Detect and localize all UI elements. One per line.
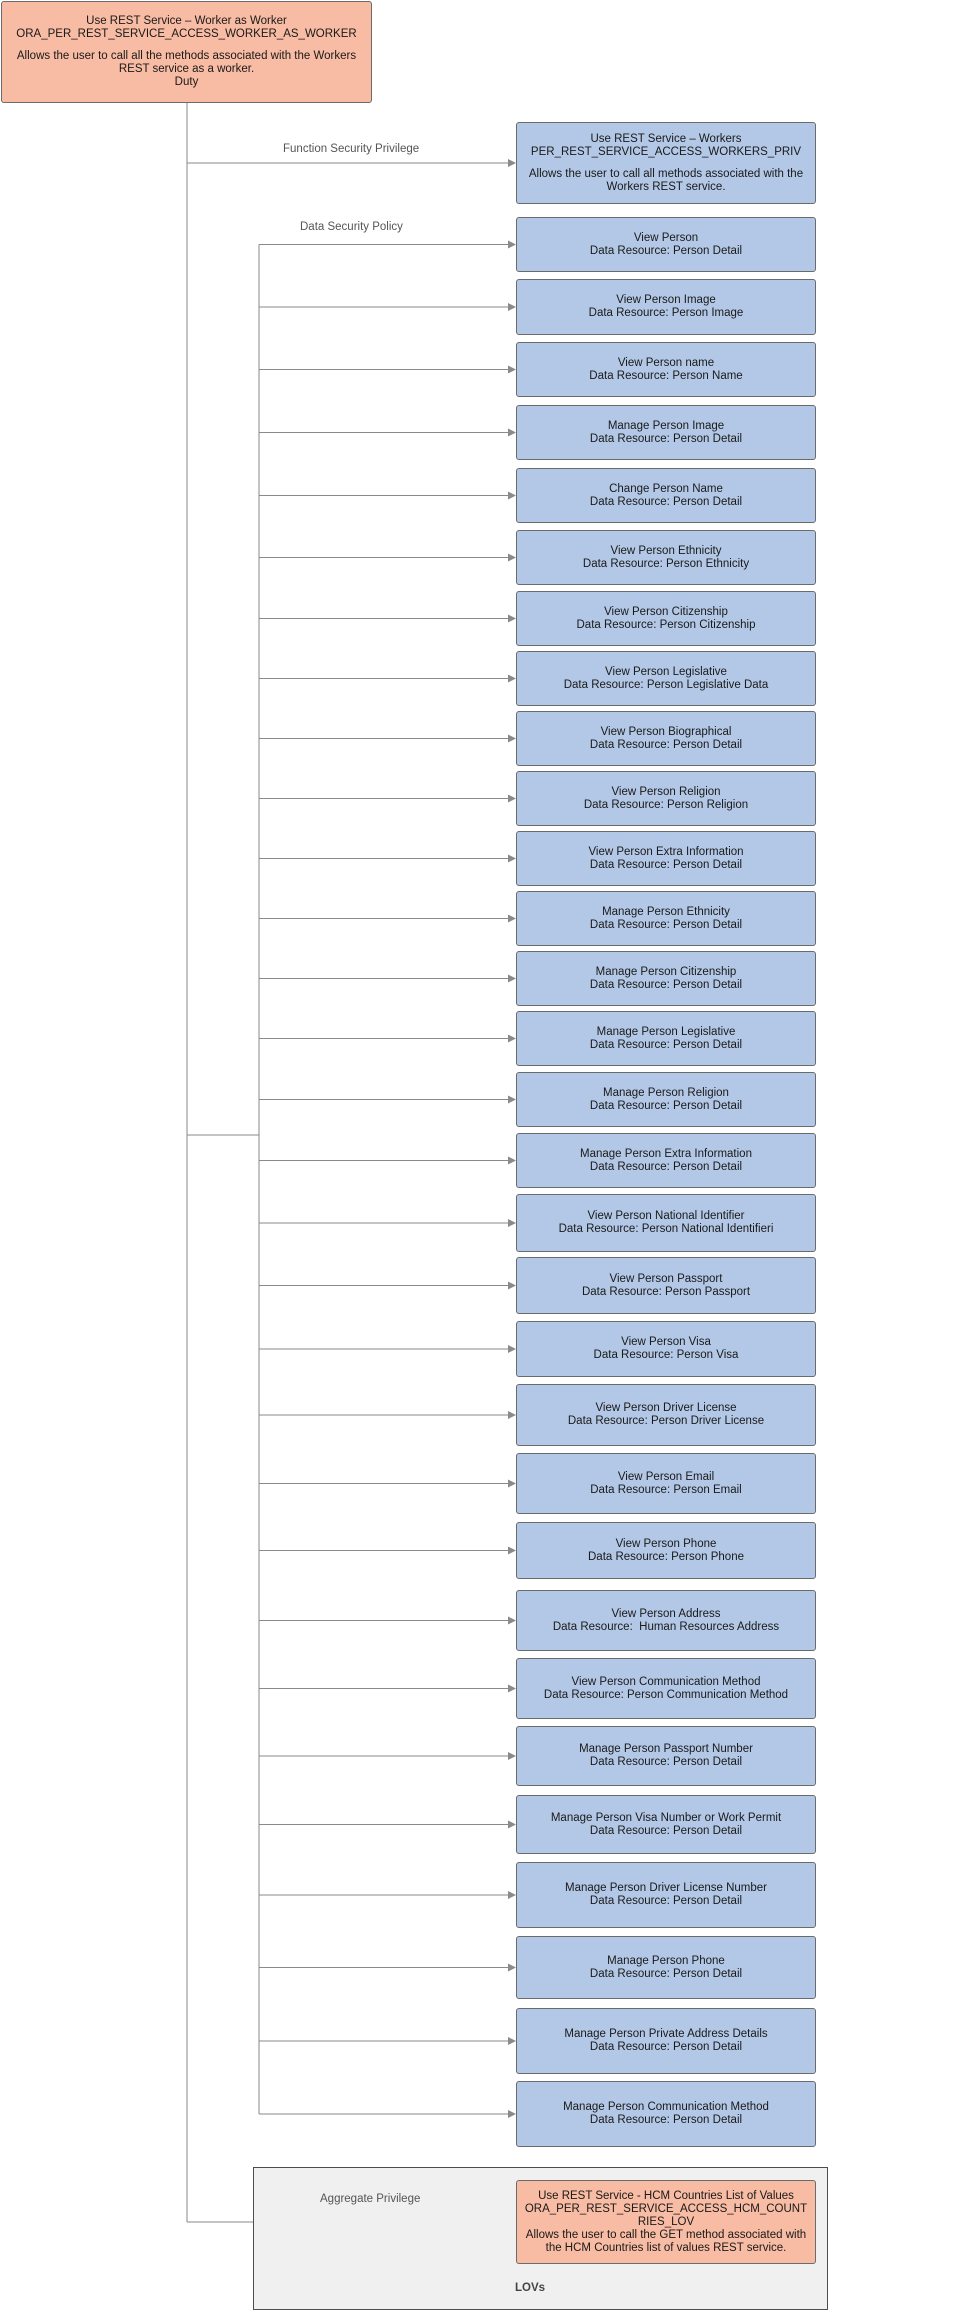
policy-data-resource: Data Resource: Person Name	[589, 369, 743, 382]
policy-data-resource: Data Resource: Person Detail	[589, 738, 743, 751]
policy-data-resource: Data Resource: Person Citizenship	[576, 618, 756, 631]
data-security-policy-box[interactable]	[516, 1936, 816, 1999]
policy-name: Manage Person Image	[607, 419, 725, 432]
data-security-policy-label: Data Security Policy	[300, 221, 403, 233]
policy-name: Change Person Name	[609, 482, 723, 495]
data-security-policy-box[interactable]	[516, 1133, 816, 1188]
policy-name: View Person National Identifier	[587, 1210, 745, 1222]
lovs-group-label: LOVs	[515, 2282, 546, 2294]
policy-data-resource: Data Resource: Person Detail	[589, 1038, 743, 1051]
data-security-policy-box[interactable]	[516, 951, 816, 1006]
duty-text-line: REST service as a worker.	[118, 63, 255, 75]
data-security-policy-box[interactable]	[516, 591, 816, 646]
data-security-policy-box[interactable]	[516, 405, 816, 460]
policy-name: Manage Person Legislative	[596, 1025, 736, 1038]
policy-data-resource: Data Resource: Person Detail	[589, 1967, 743, 1980]
data-security-policy-box[interactable]	[516, 1726, 816, 1786]
policy-name: Manage Person Phone	[607, 1954, 725, 1967]
policy-data-resource: Data Resource: Person Detail	[589, 432, 743, 445]
policy-name: View Person Communication Method	[571, 1675, 761, 1688]
data-security-policy-box[interactable]	[516, 1384, 816, 1446]
function-privilege-text-line: PER_REST_SERVICE_ACCESS_WORKERS_PRIV	[530, 145, 802, 158]
policy-name: Manage Person Driver License Number	[565, 1882, 767, 1894]
policy-data-resource: Data Resource: Person Detail	[589, 1160, 743, 1173]
function-privilege-text-line: Workers REST service.	[606, 180, 726, 193]
data-security-policy-box[interactable]	[516, 1072, 816, 1127]
function-privilege-text-line: Use REST Service – Workers	[590, 132, 742, 145]
policy-name: View Person Ethnicity	[610, 544, 722, 557]
policy-data-resource: Data Resource: Person Detail	[589, 495, 743, 508]
data-security-policy-box[interactable]	[516, 1453, 816, 1514]
data-security-policy-box[interactable]	[516, 217, 816, 272]
policy-data-resource: Data Resource: Person Phone	[588, 1550, 744, 1563]
data-security-policy-box[interactable]	[516, 651, 816, 706]
policy-name: Manage Person Visa Number or Work Permit	[550, 1811, 782, 1824]
policy-name: Manage Person Religion	[603, 1086, 729, 1099]
data-security-policy-box[interactable]	[516, 2008, 816, 2074]
data-security-policy-box[interactable]	[516, 530, 816, 585]
policy-name: Manage Person Private Address Details	[564, 2028, 768, 2040]
policy-data-resource: Data Resource: Person Legislative Data	[563, 678, 769, 691]
duty-role-box[interactable]	[1, 1, 372, 103]
data-security-policy-box[interactable]	[516, 1194, 816, 1252]
policy-name: View Person Address	[611, 1607, 721, 1620]
policy-name: View Person Extra Information	[588, 845, 744, 858]
policy-name: View Person name	[617, 356, 715, 369]
policy-name: View Person	[633, 231, 699, 244]
duty-text-line: Use REST Service – Worker as Worker	[86, 15, 287, 27]
policy-name: Manage Person Communication Method	[563, 2101, 769, 2113]
data-security-policy-box[interactable]	[516, 1522, 816, 1579]
policy-data-resource: Data Resource: Person Ethnicity	[582, 557, 750, 570]
function-security-privilege-box[interactable]	[516, 122, 816, 204]
data-security-policy-box[interactable]	[516, 1590, 816, 1651]
duty-text-line: ORA_PER_REST_SERVICE_ACCESS_WORKER_AS_WORKER	[16, 28, 357, 40]
data-security-policy-box[interactable]	[516, 891, 816, 946]
data-security-policy-box[interactable]	[516, 1795, 816, 1854]
data-security-policy-box[interactable]	[516, 771, 816, 826]
aggregate-privilege-label: Aggregate Privilege	[320, 2193, 421, 2205]
policy-name: View Person Phone	[615, 1537, 717, 1550]
data-security-policy-box[interactable]	[516, 468, 816, 523]
policy-name: View Person Email	[617, 1470, 715, 1483]
policy-name: Manage Person Extra Information	[580, 1147, 752, 1160]
duty-text-line: Duty	[174, 76, 199, 88]
policy-name: Manage Person Ethnicity	[602, 905, 730, 918]
policy-name: View Person Biographical	[600, 725, 732, 738]
data-security-policy-box[interactable]	[516, 831, 816, 886]
policy-data-resource: Data Resource: Person Detail	[589, 858, 743, 871]
policy-data-resource: Data Resource: Person Detail	[589, 2114, 743, 2126]
policy-data-resource: Data Resource: Person Detail	[589, 244, 743, 257]
policy-data-resource: Data Resource: Person Detail	[589, 2041, 743, 2053]
aggregate-privilege-text-line: Use REST Service - HCM Countries List of Values	[538, 2189, 794, 2202]
data-security-policy-box[interactable]	[516, 1011, 816, 1066]
policy-name: View Person Citizenship	[604, 605, 728, 618]
policy-data-resource: Data Resource: Person Detail	[589, 1099, 743, 1112]
duty-text-line: Allows the user to call all the methods associated with the Workers	[16, 50, 357, 62]
policy-name: Manage Person Citizenship	[595, 965, 737, 978]
policy-data-resource: Data Resource: Person National Identifieri	[558, 1223, 774, 1235]
function-security-privilege-label: Function Security Privilege	[283, 143, 420, 155]
policy-data-resource: Data Resource: Person Detail	[589, 918, 743, 931]
data-security-policy-box[interactable]	[516, 279, 816, 335]
policy-name: View Person Passport	[609, 1272, 723, 1285]
policy-data-resource: Data Resource: Person Religion	[583, 798, 749, 811]
policy-data-resource: Data Resource: Person Visa	[593, 1349, 739, 1361]
aggregate-privilege-text-line: ORA_PER_REST_SERVICE_ACCESS_HCM_COUNT	[524, 2202, 808, 2215]
policy-data-resource: Data Resource: Person Detail	[589, 1824, 743, 1837]
data-security-policy-box[interactable]	[516, 711, 816, 766]
data-security-policy-box[interactable]	[516, 2081, 816, 2147]
policy-data-resource: Data Resource: Person Detail	[589, 1895, 743, 1907]
function-privilege-text-line: Allows the user to call all methods associated with the	[528, 167, 804, 180]
policy-data-resource: Data Resource: Person Image	[588, 307, 744, 319]
aggregate-privilege-text-line: RIES_LOV	[637, 2215, 695, 2228]
aggregate-privilege-box[interactable]	[516, 2180, 816, 2264]
policy-data-resource: Data Resource: Person Email	[590, 1483, 742, 1496]
policy-data-resource: Data Resource: Person Detail	[589, 978, 743, 991]
policy-data-resource: Data Resource: Person Driver License	[567, 1415, 765, 1427]
policy-data-resource: Data Resource: Human Resources Address	[552, 1620, 780, 1633]
policy-data-resource: Data Resource: Person Detail	[589, 1756, 743, 1768]
policy-name: Manage Person Passport Number	[579, 1743, 753, 1755]
policy-data-resource: Data Resource: Person Communication Method	[543, 1688, 789, 1701]
data-security-policy-box[interactable]	[516, 1321, 816, 1377]
policy-name: View Person Visa	[621, 1336, 711, 1348]
data-security-policy-box[interactable]	[516, 1658, 816, 1719]
data-security-policy-box[interactable]	[516, 342, 816, 397]
policy-name: View Person Image	[616, 294, 716, 306]
policy-name: View Person Legislative	[605, 665, 727, 678]
policy-name: View Person Driver License	[595, 1402, 737, 1414]
data-security-policy-box[interactable]	[516, 1862, 816, 1928]
data-security-policy-box[interactable]	[516, 1257, 816, 1314]
policy-name: View Person Religion	[611, 785, 721, 798]
aggregate-privilege-text-line: Allows the user to call the GET method associated with	[525, 2228, 807, 2241]
aggregate-privilege-text-line: the HCM Countries list of values REST service.	[545, 2241, 787, 2254]
policy-data-resource: Data Resource: Person Passport	[581, 1285, 751, 1298]
